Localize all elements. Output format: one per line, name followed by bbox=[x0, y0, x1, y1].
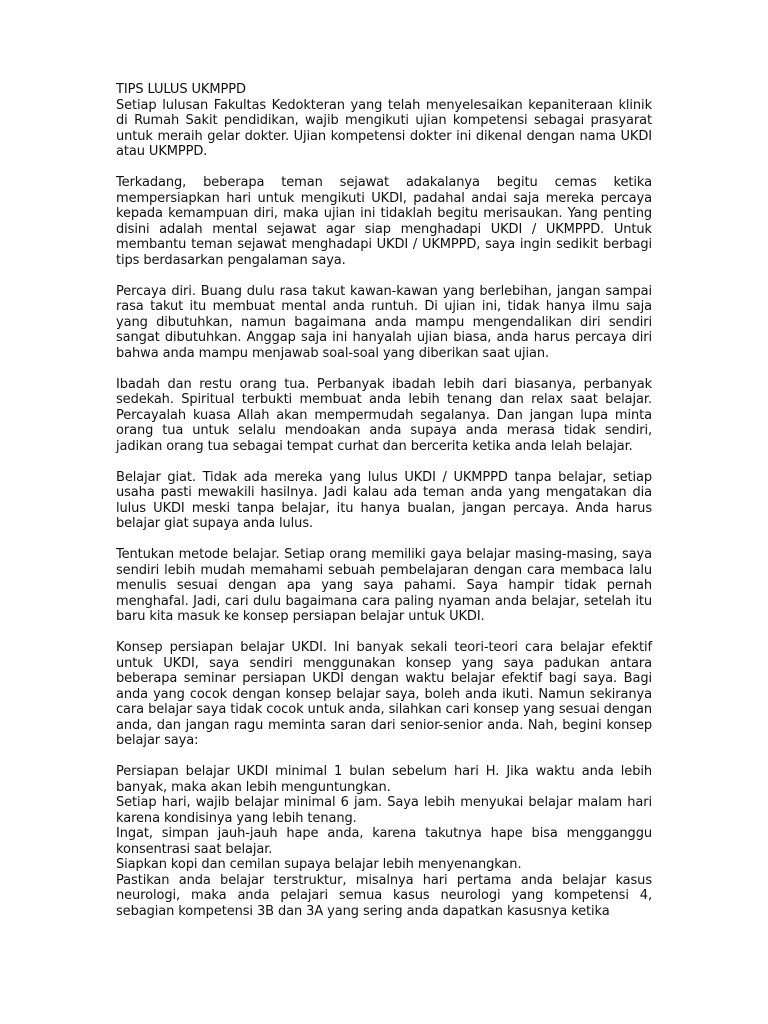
paragraph-intro: Setiap lulusan Fakultas Kedokteran yang telah menyelesaikan kepaniteraan klinik di Rumah Sakit pendidikan, wajib mengikuti ujian kompetensi sebagai prasyarat untuk meraih gelar dokter. Ujian kompetensi dokter ini dikenal dengan nama UKDI atau UKMPPD. bbox=[116, 97, 652, 159]
list-item: Persiapan belajar UKDI minimal 1 bulan sebelum hari H. Jika waktu anda lebih banyak, maka akan lebih menguntungkan. bbox=[116, 764, 652, 795]
list-item: Siapkan kopi dan cemilan supaya belajar lebih menyenangkan. bbox=[116, 857, 522, 872]
paragraph-study-hard: Belajar giat. Tidak ada mereka yang lulus UKDI / UKMPPD tanpa belajar, setiap usaha pasti mewakili hasilnya. Jadi kalau ada teman anda yang mengatakan dia lulus UKDI meski tanpa belajar, itu hanya bualan, jangan percaya. Anda harus belajar giat supaya anda lulus. bbox=[116, 469, 652, 531]
paragraph-prayer: Ibadah dan restu orang tua. Perbanyak ibadah lebih dari biasanya, perbanyak sedekah. Spiritual terbukti membuat anda lebih tenang dan relax saat belajar. Percayalah kuasa Allah akan mempermudah segalanya. Dan jangan lupa minta orang tua untuk selalu mendoakan anda supaya anda merasa tidak sendiri, jadikan orang tua sebagai tempat curhat dan bercerita ketika anda lelah belajar. bbox=[116, 376, 652, 454]
list-item: Ingat, simpan jauh-jauh hape anda, karena takutnya hape bisa mengganggu konsentrasi saat belajar. bbox=[116, 826, 652, 857]
list-item: Pastikan anda belajar terstruktur, misalnya hari pertama anda belajar kasus neurologi, maka anda pelajari semua kasus neurologi yang kompetensi 4, sebagian kompetensi 3B dan 3A yang sering anda dapatkan kasusnya ketika bbox=[116, 872, 652, 919]
paragraph-confidence: Percaya diri. Buang dulu rasa takut kawan-kawan yang berlebihan, jangan sampai rasa takut itu membuat mental anda runtuh. Di ujian ini, tidak hanya ilmu saja yang dibutuhkan, namun bagaimana anda mampu mengendalikan diri sendiri sangat dibutuhkan. Anggap saja ini hanyalah ujian biasa, anda harus percaya diri bahwa anda mampu menjawab soal-soal yang diberikan saat ujian. bbox=[116, 283, 652, 361]
paragraph-study-method: Tentukan metode belajar. Setiap orang memiliki gaya belajar masing-masing, saya sendiri lebih mudah memahami sebuah pembelajaran dengan cara membaca lalu menulis sesuai dengan apa yang saya pahami. Saya hampir tidak pernah menghafal. Jadi, cari dulu bagaimana cara paling nyaman anda belajar, setelah itu baru kita masuk ke konsep persiapan belajar untuk UKDI. bbox=[116, 547, 652, 624]
paragraph-anxiety: Terkadang, beberapa teman sejawat adakalanya begitu cemas ketika mempersiapkan hari untuk mengikuti UKDI, padahal andai saja mereka percaya kepada kemampuan diri, maka ujian ini tidaklah begitu merisaukan. Yang penting disini adalah mental sejawat agar siap menghadapi UKDI / UKMPPD. Untuk membantu teman sejawat menghadapi UKDI / UKMPPD, saya ingin sedikit berbagi tips berdasarkan pengalaman saya. bbox=[116, 175, 652, 268]
document-page bbox=[116, 82, 652, 919]
study-tips-list bbox=[116, 764, 652, 919]
paragraph-study-concept: Konsep persiapan belajar UKDI. Ini banyak sekali teori-teori cara belajar efektif untuk UKDI, saya sendiri menggunakan konsep yang saya padukan antara beberapa seminar persiapan UKDI dengan waktu belajar efektif bagi saya. Bagi anda yang cocok dengan konsep belajar saya, boleh anda ikuti. Namun sekiranya cara belajar saya tidak cocok untuk anda, silahkan cari konsep yang sesuai dengan anda, dan jangan ragu meminta saran dari senior-senior anda. Nah, begini konsep belajar saya: bbox=[116, 640, 652, 748]
list-item: Setiap hari, wajib belajar minimal 6 jam. Saya lebih menyukai belajar malam hari karena kondisinya yang lebih tenang. bbox=[116, 795, 652, 826]
document-title: TIPS LULUS UKMPPD bbox=[116, 82, 246, 97]
